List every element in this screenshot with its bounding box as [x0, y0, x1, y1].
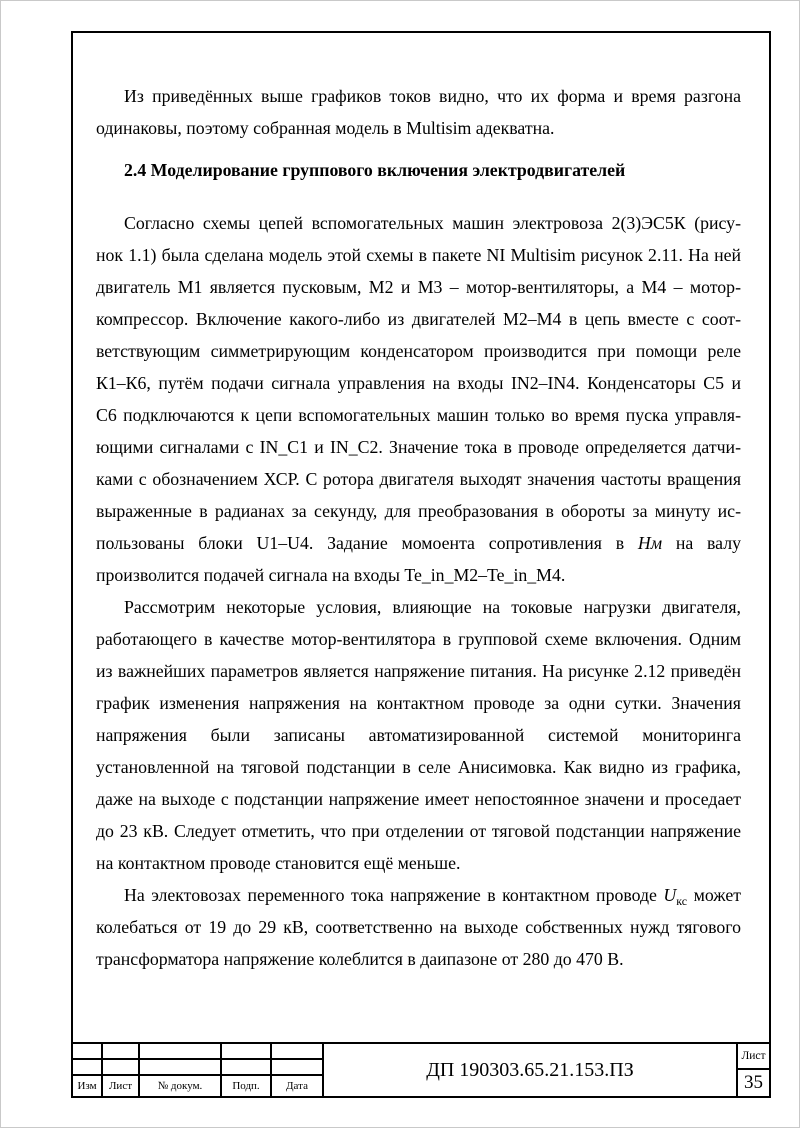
paragraph: [96, 879, 741, 975]
text-line: [96, 943, 741, 975]
text-run: пользованы блоки U1–U4. Задание момоента сопротивления в: [96, 533, 638, 553]
text-line: [96, 399, 741, 431]
text-run: до 23 кВ. Следует отметить, что при отделении от тяговой подстанции напряжение: [96, 821, 741, 841]
text-run: может: [687, 885, 741, 905]
doc-number-label-cell: № докум.: [157, 1080, 203, 1092]
text-line: [96, 80, 741, 112]
text-run: выраженные в радианах за секунду, для преобразования в обороты за минуту ис-: [96, 501, 741, 521]
text-line: [96, 271, 741, 303]
text-run: К1–К6, путём подачи сигнала управления на входы IN2–IN4. Конденсаторы С5 и: [96, 373, 741, 393]
sheet-label-cell: Лист: [108, 1080, 133, 1092]
text-run: U: [663, 885, 677, 905]
text-run: одинаковы, поэтому собранная модель в Multisim адекватна.: [96, 118, 555, 138]
text-run: напряжения были записаны автоматизированной системой мониторинга: [96, 725, 741, 745]
document-content: [96, 80, 741, 975]
text-run: трансформатора напряжение колеблится в даипазоне от 280 до 470 В.: [96, 949, 624, 969]
text-run: кс: [676, 894, 688, 908]
text-run: компрессор. Включение какого-либо из двигателей М2–М4 в цепь вместе с соот-: [96, 309, 741, 329]
text-run: 2.4 Моделирование группового включения электродвигателей: [124, 160, 626, 180]
text-run: ющими сигналами с IN_C1 и IN_C2. Значение тока в проводе определяется датчи-: [96, 437, 741, 457]
title-block-grid: [73, 1044, 769, 1096]
change-label-cell: Изм: [77, 1080, 97, 1092]
text-line: [96, 367, 741, 399]
text-run: работающего в качестве мотор-вентилятора в групповой схеме включения. Одним: [96, 629, 741, 649]
sheet-number-cell: 35: [744, 1072, 763, 1093]
text-run: колебаться от 19 до 29 кВ, соответственно на выходе собственных нужд тягового: [96, 917, 741, 937]
text-line: [96, 303, 741, 335]
text-run: произволится подачей сигнала на входы Te_in_M2–Te_in_M4.: [96, 565, 566, 585]
paragraph: [96, 591, 741, 879]
text-line: [96, 335, 741, 367]
text-run: установленной на тяговой подстанции в селе Анисимовка. Как видно из графика,: [96, 757, 741, 777]
date-label-cell: Дата: [286, 1080, 308, 1092]
text-run: даже на выходе с подстанции напряжение имеет непостоянное значени и проседает: [96, 789, 741, 809]
divider-line: [73, 1058, 323, 1060]
text-line: [96, 112, 741, 144]
text-line: [96, 879, 741, 911]
text-line: [96, 154, 741, 186]
text-run: Из приведённых выше графиков токов видно, что их форма и время разгона: [124, 86, 741, 106]
text-line: [96, 783, 741, 815]
sheet-caption-cell: Лист: [741, 1050, 766, 1062]
text-run: Рассмотрим некоторые условия, влияющие на токовые нагрузки двигателя,: [124, 597, 741, 617]
text-run: двигатель М1 является пусковым, М2 и М3 – мотор-вентиляторы, а М4 – мотор-: [96, 277, 741, 297]
document-code-cell: ДП 190303.65.21.153.ПЗ: [426, 1058, 634, 1081]
text-run: Согласно схемы цепей вспомогательных машин электровоза 2(3)ЭС5К (рису-: [124, 213, 741, 233]
paragraph: [96, 80, 741, 144]
text-run: Нм: [637, 533, 663, 553]
text-line: [96, 815, 741, 847]
text-line: [96, 239, 741, 271]
text-run: на контактном проводе становится ещё меньше.: [96, 853, 461, 873]
text-line: [96, 463, 741, 495]
text-line: [96, 591, 741, 623]
signature-label-cell: Подп.: [232, 1080, 260, 1092]
text-run: ветствующим симметрирующим конденсатором производится при помощи реле: [96, 341, 741, 361]
section-heading: [96, 154, 741, 186]
text-run: на валу: [662, 533, 741, 553]
text-line: [96, 751, 741, 783]
text-run: из важнейших параметров является напряжение питания. На рисунке 2.12 приведён: [96, 661, 741, 681]
text-line: [96, 559, 741, 591]
paragraph: [96, 207, 741, 591]
text-run: На электовозах переменного тока напряжение в контактном проводе: [124, 885, 664, 905]
title-block: [73, 1042, 769, 1096]
text-line: [96, 527, 741, 559]
text-line: [96, 655, 741, 687]
text-line: [96, 623, 741, 655]
text-run: С6 подключаются к цепи вспомогательных машин только во время пуска управля-: [96, 405, 741, 425]
text-run: нок 1.1) была сделана модель этой схемы в пакете NI Multisim рисунок 2.11. На ней: [96, 245, 741, 265]
text-line: [96, 431, 741, 463]
text-line: [96, 687, 741, 719]
text-run: ками с обозначением ХСР. С ротора двигателя выходят значения частоты вращения: [96, 469, 741, 489]
text-line: [96, 495, 741, 527]
text-line: [96, 911, 741, 943]
text-line: [96, 847, 741, 879]
text-line: [96, 719, 741, 751]
text-run: график изменения напряжения на контактном проводе за одни сутки. Значения: [96, 693, 741, 713]
text-line: [96, 207, 741, 239]
